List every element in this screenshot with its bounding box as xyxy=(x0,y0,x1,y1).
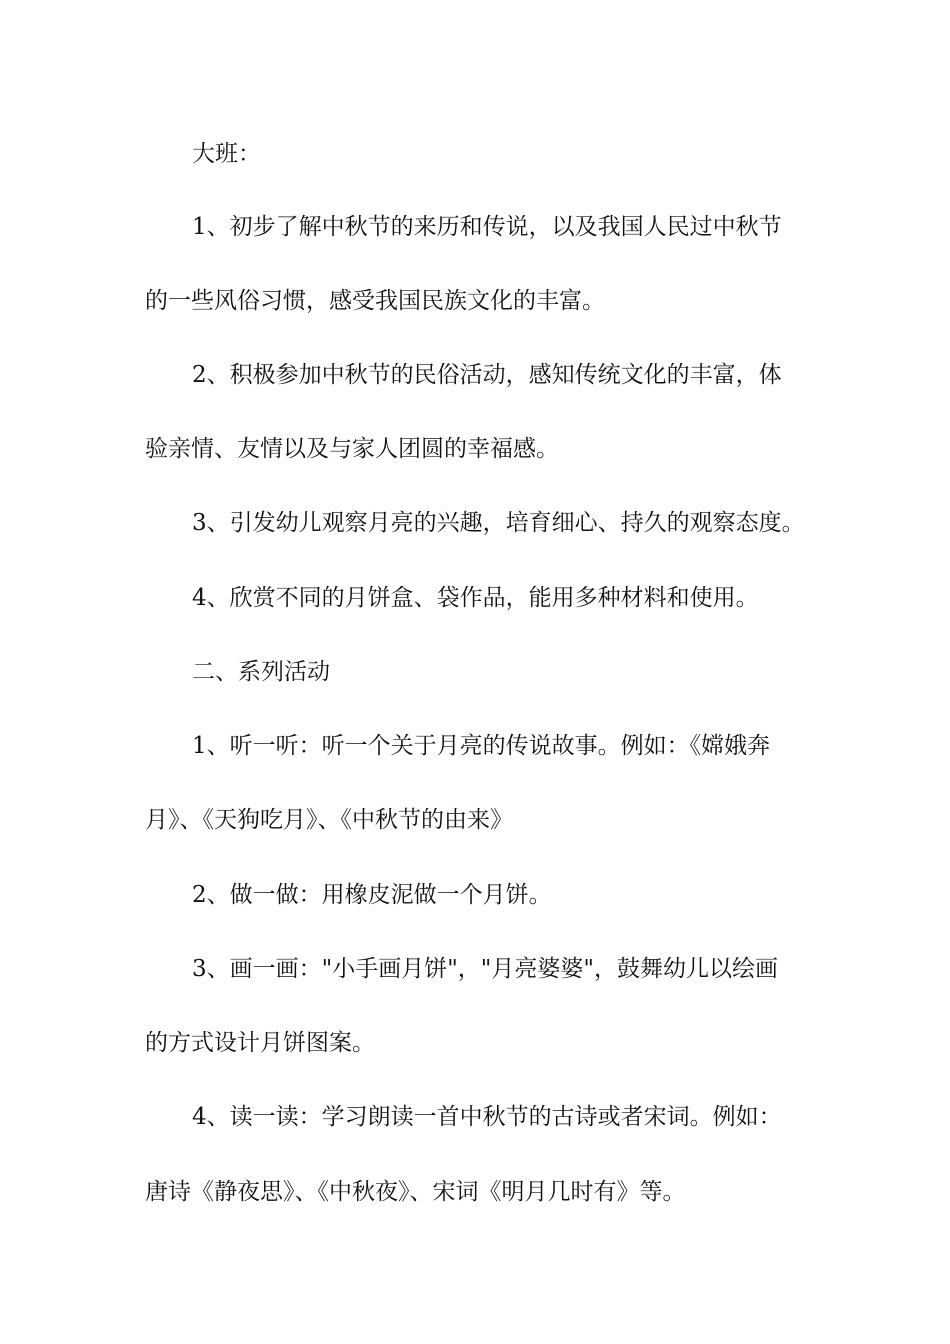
activity-1-line-2: 月》、《天狗吃月》、《中秋节的由来》 xyxy=(145,807,513,833)
activity-3-line-1: 3、画一画："小手画月饼"，"月亮婆婆"，鼓舞幼儿以绘画 xyxy=(192,956,778,982)
activity-3-line-2: 的方式设计月饼图案。 xyxy=(145,1030,375,1056)
section-heading-activities: 二、系列活动 xyxy=(192,659,330,685)
goal-3: 3、引发幼儿观察月亮的兴趣，培育细心、持久的观察态度。 xyxy=(192,510,805,536)
goal-2-line-2: 验亲情、友情以及与家人团圆的幸福感。 xyxy=(145,436,559,462)
goal-2-line-1: 2、积极参加中秋节的民俗活动，感知传统文化的丰富，体 xyxy=(192,362,782,388)
activity-2: 2、做一做：用橡皮泥做一个月饼。 xyxy=(192,882,552,908)
activity-4-line-2: 唐诗《静夜思》、《中秋夜》、宋词《明月几时有》等。 xyxy=(145,1179,686,1205)
goal-4: 4、欣赏不同的月饼盒、袋作品，能用多种材料和使用。 xyxy=(192,585,759,611)
goal-1-line-2: 的一些风俗习惯，感受我国民族文化的丰富。 xyxy=(145,288,605,314)
activity-1-line-1: 1、听一听：听一个关于月亮的传说故事。例如：《嫦娥奔 xyxy=(192,733,771,759)
section-heading-senior-class: 大班： xyxy=(192,141,261,167)
goal-1-line-1: 1、初步了解中秋节的来历和传说，以及我国人民过中秋节 xyxy=(192,214,782,240)
activity-4-line-1: 4、读一读：学习朗读一首中秋节的古诗或者宋词。例如： xyxy=(192,1104,782,1130)
